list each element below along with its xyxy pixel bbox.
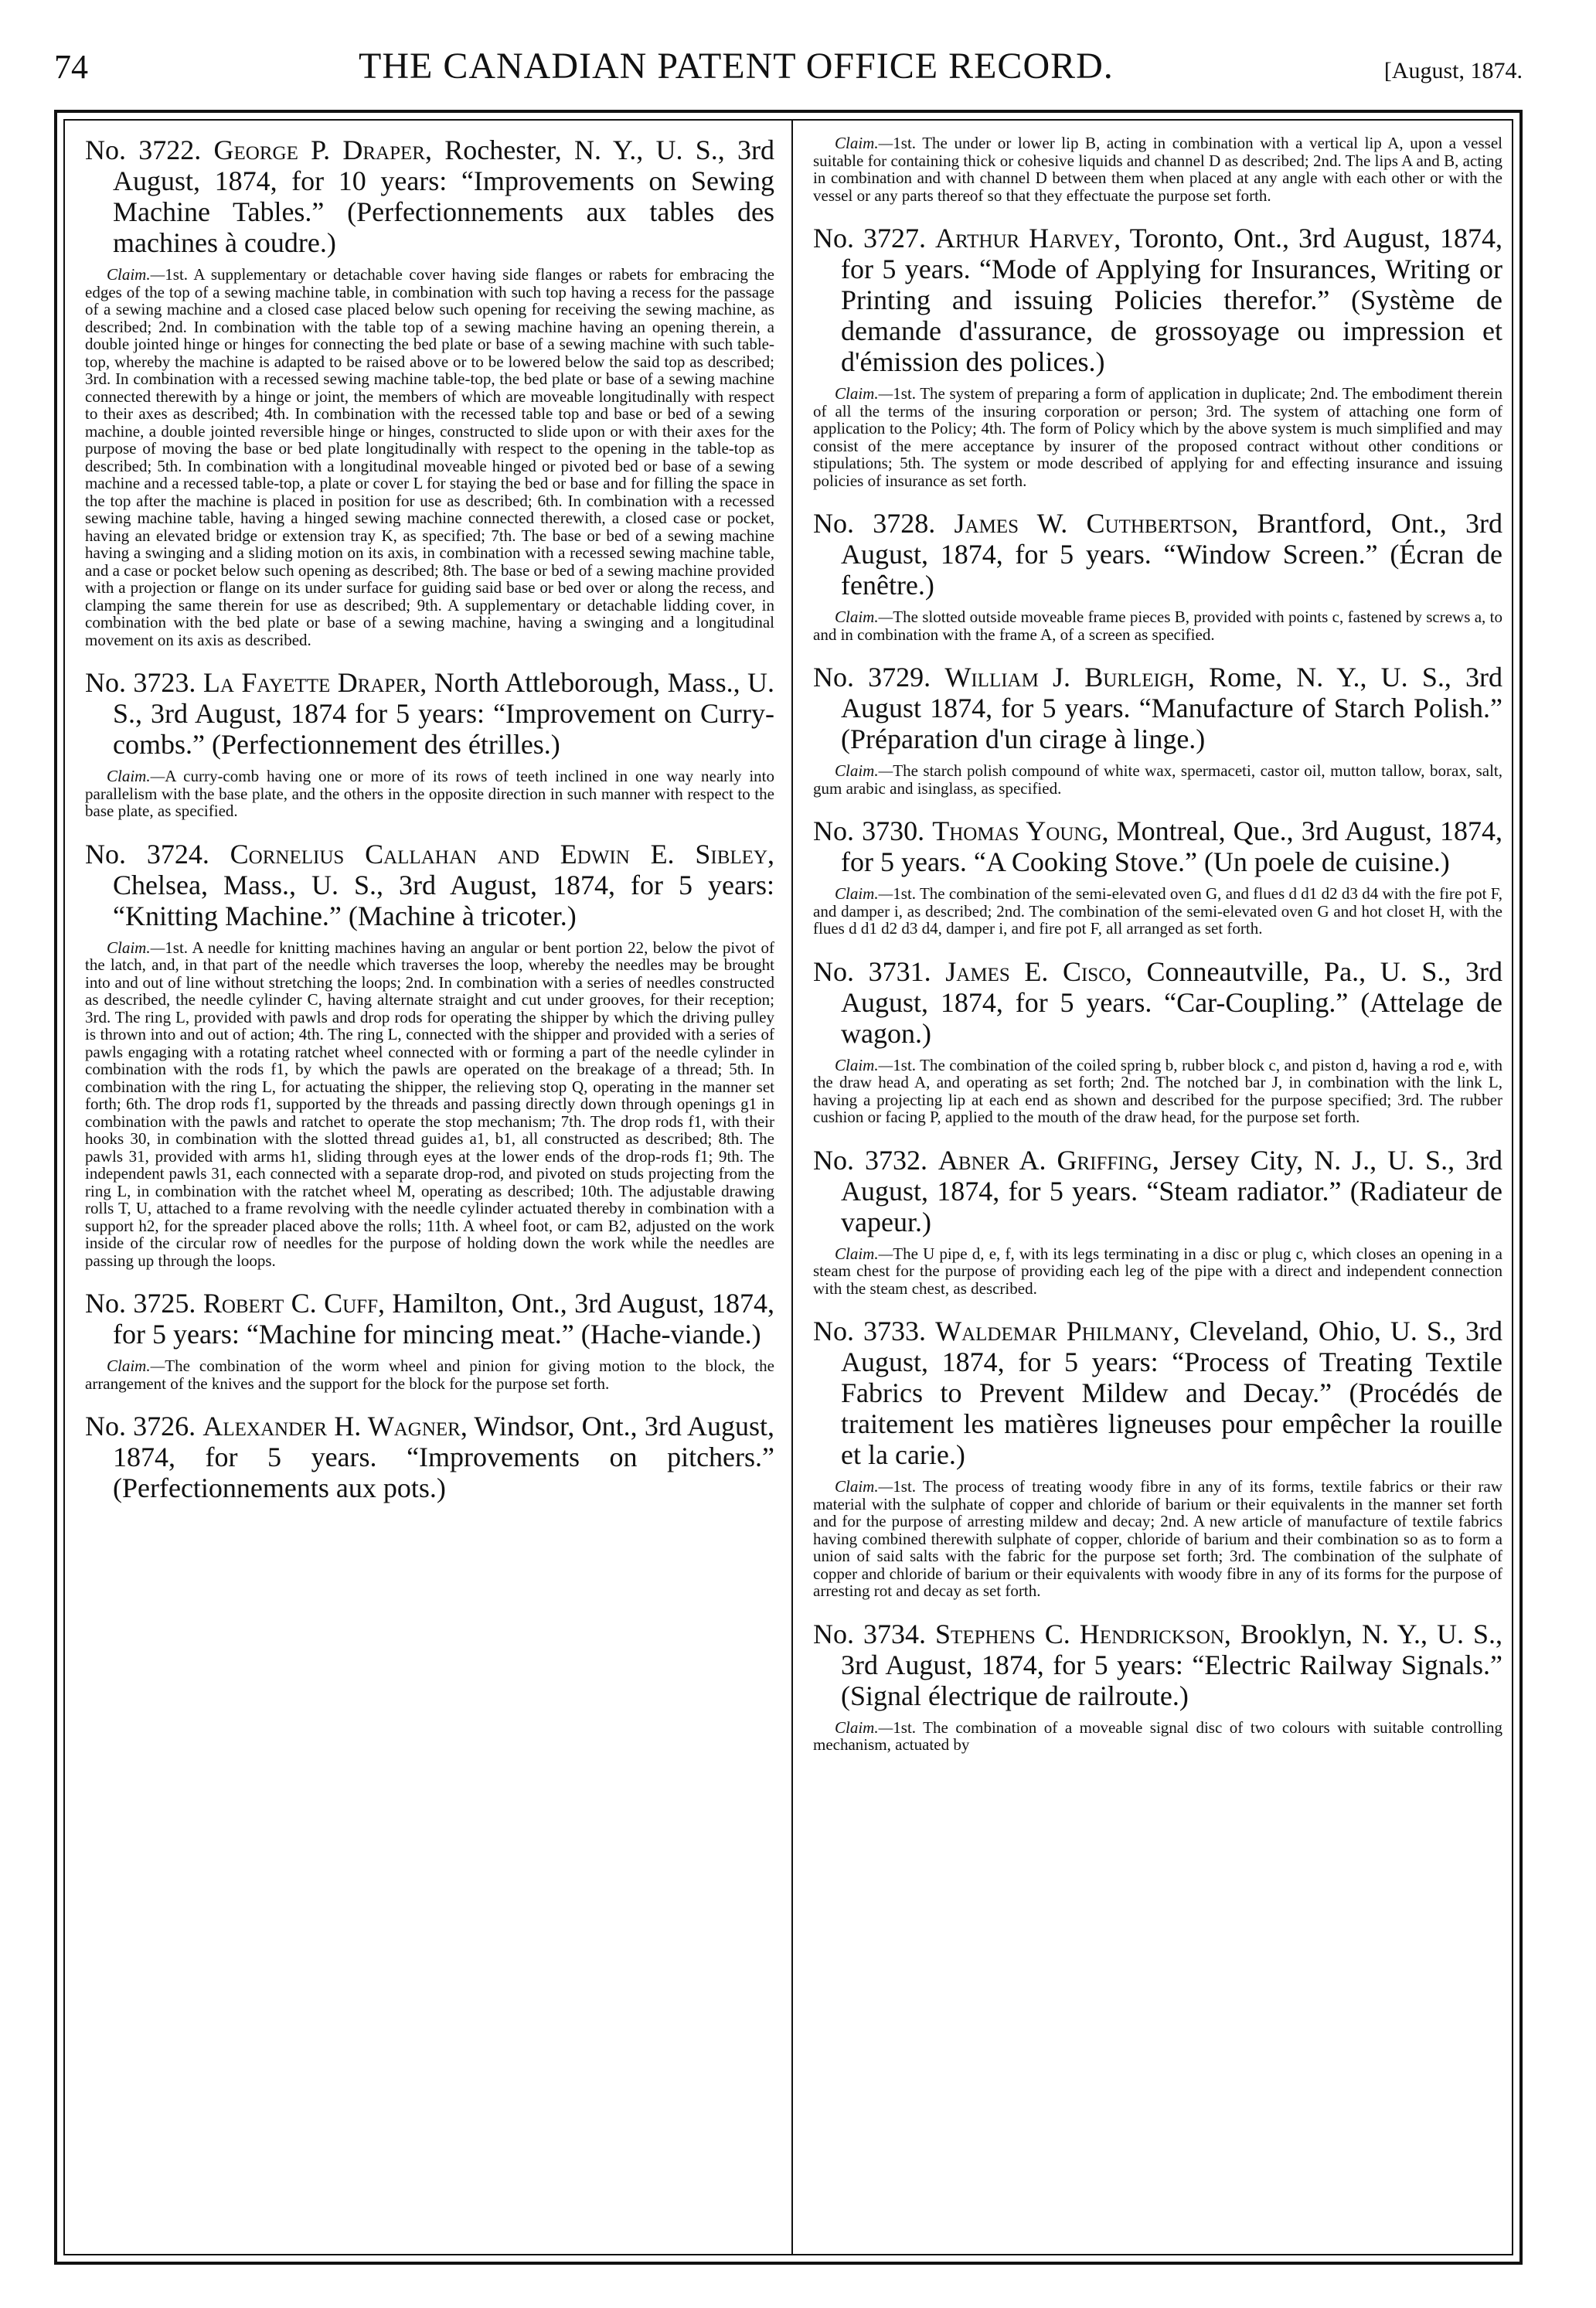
patent-entry xyxy=(813,1145,1502,1298)
claim-label: Claim.— xyxy=(107,265,165,284)
claim-text: 1st. A needle for knitting machines having an angular or bent portion 22, below the pivot of the latch, and, in that part of the needle which traverses the loop, whereby the needles may be brought into and out of line without stretching the loops; 2nd. In combination with a series of needles constructed as described, the needle cylinder C, having alternate straight and cut under grooves, for their reception; 3rd. The ring L, provided with pawls and drop rods for operating the shipper by which the driving pulley is thrown into and out of action; 4th. The ring L, connected with the shipper and provided with a series of pawls engaging with a rotating ratchet wheel connected with or forming a part of the needle cylinder in combination with the rods f1, by which the pawls are operated on the breakage of a thread; 5th. In combination with the ring L, for actuating the shipper, the relieving stop Q, operating in the manner set forth; 6th. The drop rods f1, supported by the threads and passing directly down through openings g1 in combination with the pawls and ratchet to operate the stop mechanism; 7th. The drop rods f1, with their hooks 30, in combination with the slotted thread guides a1, b1, all constructed as described; 8th. The pawls 31, provided with arms h1, sliding through eyes at the lower ends of the drop-rods f1; 9th. The independent pawls 31, each connected with a separate drop-rod, and pivoted on studs projecting from the ring L, in combination with the ratchet wheel M, operating as described; 10th. The adjustable drawing rolls T, U, attached to a frame revolving with the needle cylinder actuated thereby in combination with a support h2, for the spreader placed above the rolls; 11th. A wheel foot, or cam B2, adjusted on the work inside of the circular row of needles for the purpose of holding down the work while the needles are passing up through the loops. xyxy=(85,938,774,1270)
patent-claim xyxy=(813,385,1502,489)
patentee-name: Cornelius Callahan and Edwin E. Sibley, xyxy=(230,838,774,870)
patent-details: Cleveland, Ohio, U. S., 3rd August, 1874, for 5 years: “Process of Treating Textile Fabrics to Prevent Mildew and Decay.” (Procédés de traitement les matières ligneuses pour empêcher la rouille et la carie.) xyxy=(841,1316,1502,1470)
claim-text: The starch polish compound of white wax, spermaceti, castor oil, mutton tallow, borax, salt, gum arabic and isinglass, as specified. xyxy=(813,761,1502,798)
patentee-name: La Fayette Draper, xyxy=(202,667,427,698)
column-divider xyxy=(791,121,793,2254)
patent-heading xyxy=(813,508,1502,601)
patent-details: Jersey City, N. J., U. S., 3rd August, 1874, for 5 years. “Steam radiator.” (Radiateur de vapeur.) xyxy=(841,1144,1502,1237)
claim-text: 1st. The combination of the coiled spring b, rubber block c, and piston d, having a rod e, with the draw head A, and operating as set forth; 2nd. The notched bar J, in combination with the link L, having a projecting lip at each end as shown and described for the purpose specified; 3rd. The rubber cushion or facing P, applied to the mouth of the draw head, for the purpose set forth. xyxy=(813,1055,1502,1126)
claim-text: A curry-comb having one or more of its rows of teeth inclined in one way nearly into parallelism with the base plate, and the others in the opposite direction in such manner with respect to the base plate, as specified. xyxy=(85,767,774,820)
patentee-name: James W. Cuthbertson, xyxy=(954,508,1239,539)
patentee-name: Stephens C. Hendrickson, xyxy=(935,1618,1231,1649)
patentee-name: Alexander H. Wagner, xyxy=(202,1411,468,1442)
patent-claim xyxy=(813,1245,1502,1298)
patent-entry xyxy=(85,667,774,820)
claim-label: Claim.— xyxy=(835,761,893,780)
claim-text: 1st. The combination of a moveable signal disc of two colours with suitable controlling mechanism, actuated by xyxy=(813,1717,1502,1754)
claim-label: Claim.— xyxy=(835,1244,893,1263)
claim-text: 1st. The process of treating woody fibre in any of its forms, textile fabrics or their raw material with the sulphate of copper and chloride of barium or their equivalents in the manner set forth and for the purpose of arresting mildew and decay; 2nd. A new article of manufacture of textile fabrics having combined therewith sulphate of copper, chloride of barium and their combination so as to form a union of said salts with the fabric for the purpose set forth; 3rd. The combination of the sulphate of copper and chloride of barium or their equivalents with woody fibre in any of its forms for the purpose of arresting rot and decay as set forth. xyxy=(813,1477,1502,1600)
claim-label: Claim.— xyxy=(835,384,893,403)
claim-text: 1st. The combination of the semi-elevated oven G, and flues d d1 d2 d3 d4 with the fire pot F, and damper i, as described; 2nd. The combination of the semi-elevated oven G and hot closet H, with the flues d d1 d2 d3 d4, damper i, and fire pot F, all arranged as set forth. xyxy=(813,884,1502,938)
issue-date: [August, 1874. xyxy=(1383,58,1523,83)
patent-number: No. 3727. xyxy=(813,223,926,254)
patentee-name: William J. Burleigh, xyxy=(944,662,1195,693)
patent-heading xyxy=(85,134,774,258)
claim-label: Claim.— xyxy=(835,1717,893,1737)
patent-claim xyxy=(85,1357,774,1392)
patentee-name: James E. Cisco, xyxy=(945,955,1132,987)
patent-heading xyxy=(813,1619,1502,1711)
patent-claim xyxy=(85,768,774,820)
patent-claim xyxy=(85,939,774,1270)
patent-heading xyxy=(813,956,1502,1049)
patent-claim xyxy=(813,608,1502,643)
patent-entry xyxy=(813,815,1502,938)
claim-text: 1st. The system of preparing a form of application in duplicate; 2nd. The embodiment therein of all the terms of the insuring corporation or person; 3rd. The system of attaching one form of application to the Policy; 4th. The form of Policy which by the above system is much simplified and may consist of the mere acceptance by insurer of the proposed contract without other conditions or stipulations; 5th. The system or mode described of applying for and effecting insurance and issuing policies of insurance as set forth. xyxy=(813,384,1502,490)
patent-entry xyxy=(85,1288,774,1392)
claim-label: Claim.— xyxy=(107,1357,165,1375)
patent-entry xyxy=(813,1619,1502,1754)
patent-details: Chelsea, Mass., U. S., 3rd August, 1874, for 5 years: “Knitting Machine.” (Machine à tricoter.) xyxy=(113,869,774,931)
patent-number: No. 3724. xyxy=(85,838,209,870)
patent-number: No. 3722. xyxy=(85,134,202,165)
patent-number: No. 3726. xyxy=(85,1411,196,1442)
claim-label: Claim.— xyxy=(835,608,893,626)
patent-details: Brantford, Ont., 3rd August, 1874, for 5 years. “Window Screen.” (Écran de fenêtre.) xyxy=(841,508,1502,601)
patent-heading xyxy=(85,1411,774,1503)
claim-label: Claim.— xyxy=(835,884,893,903)
patent-details: Brooklyn, N. Y., U. S., 3rd August, 1874, for 5 years: “Electric Railway Signals.” (Signal électrique de railroute.) xyxy=(841,1618,1502,1711)
patent-number: No. 3734. xyxy=(813,1618,927,1649)
patent-entry xyxy=(813,956,1502,1126)
patentee-name: Waldemar Philmany, xyxy=(935,1316,1180,1346)
left-column xyxy=(85,134,774,2246)
patent-entry xyxy=(813,662,1502,797)
patent-number: No. 3733. xyxy=(813,1316,927,1346)
patent-details: Windsor, Ont., 3rd August, 1874, for 5 years. “Improvements on pitchers.” (Perfectionnements aux pots.) xyxy=(113,1411,774,1503)
patent-details: Conneautville, Pa., U. S., 3rd August, 1874, for 5 years. “Car-Coupling.” (Attelage de wagon.) xyxy=(841,955,1502,1049)
patent-entry xyxy=(813,223,1502,489)
patent-heading xyxy=(85,839,774,931)
patentee-name: Abner A. Griffing, xyxy=(938,1144,1159,1176)
page-frame xyxy=(54,110,1523,2265)
patent-claim xyxy=(813,762,1502,797)
patent-claim xyxy=(813,134,1502,204)
patent-number: No. 3728. xyxy=(813,508,936,539)
patent-claim xyxy=(85,266,774,648)
patent-heading xyxy=(813,223,1502,377)
claim-label: Claim.— xyxy=(107,767,165,785)
claim-label: Claim.— xyxy=(835,1055,893,1074)
patent-heading xyxy=(813,815,1502,877)
patent-claim xyxy=(813,1057,1502,1126)
patent-entry-continued xyxy=(813,134,1502,204)
patent-number: No. 3732. xyxy=(813,1144,927,1176)
patent-heading xyxy=(85,1288,774,1350)
patent-entry xyxy=(813,1316,1502,1600)
claim-text: The slotted outside moveable frame pieces B, provided with points c, fastened by screws a, to and in combination with the frame A, of a screen as specified. xyxy=(813,608,1502,644)
page-title: THE CANADIAN PATENT OFFICE RECORD. xyxy=(359,46,1114,87)
patent-heading xyxy=(813,662,1502,754)
patent-entry xyxy=(85,839,774,1270)
page-number: 74 xyxy=(54,48,88,86)
patent-details: Toronto, Ont., 3rd August, 1874, for 5 years. “Mode of Applying for Insurances, Writing or Printing and issuing Policies therefor.” (Système de demande d'assurance, de grossoyage ou impression et d'émission des polices.) xyxy=(841,223,1502,377)
claim-text: The U pipe d, e, f, with its legs terminating in a disc or plug c, which closes an opening in a steam chest for the purpose of providing each leg of the pipe with a direct and independent connection with the steam chest, as described. xyxy=(813,1244,1502,1298)
claim-label: Claim.— xyxy=(107,938,165,957)
patent-entry xyxy=(813,508,1502,643)
patent-claim xyxy=(813,1719,1502,1754)
claim-text: The combination of the worm wheel and pinion for giving motion to the block, the arrangement of the knives and the support for the block for the purpose set forth. xyxy=(85,1357,774,1393)
patent-number: No. 3730. xyxy=(813,815,925,846)
patent-heading xyxy=(813,1316,1502,1470)
patent-heading xyxy=(813,1145,1502,1237)
patentee-name: George P. Draper, xyxy=(213,134,432,165)
patent-claim xyxy=(813,1478,1502,1600)
patent-entry xyxy=(85,134,774,648)
patentee-name: Arthur Harvey, xyxy=(934,223,1121,254)
patent-claim xyxy=(813,885,1502,938)
patent-number: No. 3729. xyxy=(813,662,931,693)
patentee-name: Thomas Young, xyxy=(932,815,1109,846)
page-header xyxy=(54,45,1523,91)
patent-number: No. 3725. xyxy=(85,1288,196,1319)
claim-label: Claim.— xyxy=(835,134,893,152)
patent-details: Rome, N. Y., U. S., 3rd August 1874, for 5 years. “Manufacture of Starch Polish.” (Préparation d'un cirage à linge.) xyxy=(841,662,1502,754)
patent-details: Hamilton, Ont., 3rd August, 1874, for 5 years: “Machine for mincing meat.” (Hache-viande.) xyxy=(113,1288,774,1350)
patent-number: No. 3731. xyxy=(813,955,931,987)
patentee-name: Robert C. Cuff, xyxy=(202,1288,385,1319)
claim-label: Claim.— xyxy=(835,1477,893,1496)
patent-heading xyxy=(85,667,774,760)
patent-details: Rochester, N. Y., U. S., 3rd August, 1874, for 10 years: “Improvements on Sewing Machine Tables.” (Perfectionnements aux tables des machines à coudre.) xyxy=(113,134,774,258)
patent-details: Montreal, Que., 3rd August, 1874, for 5 years. “A Cooking Stove.” (Un poele de cuisine.) xyxy=(841,815,1502,877)
patent-entry xyxy=(85,1411,774,1503)
right-column xyxy=(813,134,1502,2246)
claim-text: 1st. The under or lower lip B, acting in combination with a vertical lip A, upon a vessel suitable for containing thick or cohesive liquids and channel D as described; 2nd. The lips A and B, acting in combination and with channel D between them when placed at any angle with each other or with the vessel or any parts thereof so that they effectuate the purpose set forth. xyxy=(813,134,1502,205)
patent-number: No. 3723. xyxy=(85,667,196,698)
claim-text: 1st. A supplementary or detachable cover having side flanges or rabets for embracing the edges of the top of a sewing machine table, in combination with such top having a recess for the passage of a sewing machine and a closed case placed below such opening for receiving the sewing machine, as described; 2nd. In combination with the table top of a sewing machine having an opening therein, a double jointed hinge or hinges for connecting the bed plate or base of a sewing machine with such table-top, whereby the machine is adapted to be raised above or to be lowered below the said top as described; 3rd. In combination with a recessed sewing machine table-top, the bed plate or base of a sewing machine connected therewith by a hinge or joint, the members of which are moveable longitudinally with respect to their axes as described; 4th. In combination with the recessed table top and base or bed of a sewing machine, a double jointed reversible hinge or hinges, constructed to slide upon or with their axes for the purpose of moving the base or bed plate longitudinally with respect to the opening in the table-top as described; 5th. In combination with a longitudinal moveable hinged or pivoted bed or base of a sewing machine and a recessed table-top, a plate or cover L for staying the bed or base and for filling the space in the top after the machine is placed in position for use as described; 6th. In combination with a recessed sewing machine table, having a hinged sewing machine connected therewith, a closed case or pocket, having an elevated bridge or extension tray K, as specified; 7th. The base or bed of a sewing machine having a swinging and a sliding motion on its axis, in combination with a recessed sewing machine table, and a case or pocket below such opening as described; 8th. The base or bed of a sewing machine provided with a projection or flange on its under surface for guiding said base or bed over or along the recess, and clamping the same therein for use as described; 9th. A supplementary or detachable lidding cover, in combination with the bed plate or base of a sewing machine, having a swinging and a longitudinal movement on its axis as described. xyxy=(85,265,774,649)
patent-details: North Attleborough, Mass., U. S., 3rd August, 1874 for 5 years: “Improvement on Curry-combs.” (Perfectionnement des étrilles.) xyxy=(113,667,774,760)
